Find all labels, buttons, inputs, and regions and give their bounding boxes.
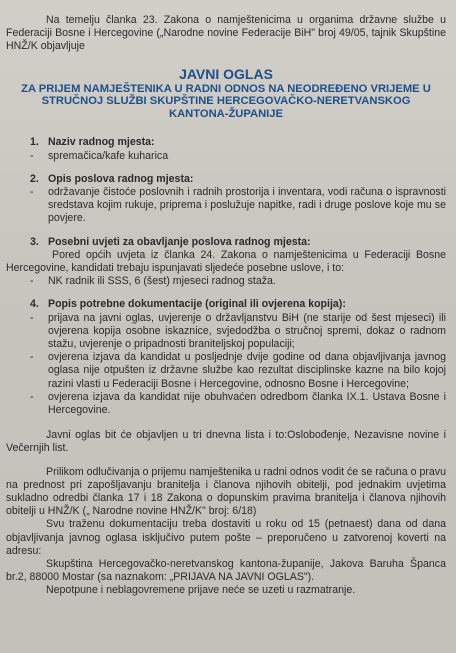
section-heading: Popis potrebne dokumentacije (original ili ovjerena kopija):: [48, 298, 346, 311]
list-item-text: ovjerena izjava da kandidat u posljednje dvije godine od dana objavljivanja javnog oglasa nije otpušten iz državne službe kao rezultat disciplinske kazne na bilo kojoj razini vlasti u Federaciji Bosne i Hercegovine, odnosno Bosne i Hercegovine;: [48, 351, 446, 390]
ad-subtitle: ZA PRIJEM NAMJEŠTENIKA U RADNI ODNOS NA NEODREĐENO VRIJEME U STRUČNOJ SLUŽBI SKUPŠTINE HERCEGOVAČKO-NERETVANSKOG KANTONA-ŽUPANIJE: [21, 82, 431, 120]
list-item-text: NK radnik ili SSS, 6 (šest) mjeseci radnog staža.: [48, 275, 276, 288]
list-item: [6, 275, 446, 288]
section-number: 2.: [30, 172, 39, 185]
dash-bullet: -: [30, 390, 34, 403]
list-item: [6, 351, 446, 391]
submission-paragraph: Svu traženu dokumentaciju treba dostaviti u roku od 15 (petnaest) dana od dana objavljivanja javnog oglasa isključivo putem pošte – preporučeno u zatvorenoj koverti na adresu:: [6, 518, 446, 557]
list-item: [6, 150, 446, 163]
address-paragraph: Skupština Hercegovačko-neretvanskog kantona-županije, Jakova Baruha Španca br.2, 88000 Mostar (sa naznakom: „PRIJAVA NA JAVNI OGLAS").: [6, 558, 446, 584]
section-number: 4.: [30, 298, 39, 311]
list-item: [6, 391, 446, 417]
list-item-text: spremačica/kafe kuharica: [48, 149, 169, 162]
section-required-documents: [6, 298, 446, 417]
dash-bullet: -: [30, 186, 34, 198]
dash-bullet: -: [30, 351, 34, 364]
publication-paragraph: Javni oglas bit će objavljen u tri dnevna lista i to:Oslobođenje, Nezavisne novine i Večernjih list.: [6, 429, 446, 455]
incomplete-applications-note: Nepotpune i neblagovremene prijave neće se uzeti u razmatranje.: [46, 584, 356, 597]
ad-title: JAVNI OGLAS: [179, 65, 273, 82]
list-item-text: održavanje čistoće poslovnih i radnih prostorija i inventara, vodi računa o ispravnosti sredstava kojim rukuje, priprema i poslužuje napitke, radi i druge poslove koje mu se povjere.: [48, 186, 446, 225]
list-item: [6, 312, 446, 352]
section-number: 1.: [30, 136, 39, 149]
dash-bullet: -: [30, 311, 34, 324]
intro-paragraph: Na temelju članka 23. Zakona o namještenicima u organima državne službe u Federaciji Bosne i Hercegovine („Narodne novine Federacije BiH" broj 49/05, tajnik Skupštine HNŽ/K objavljuje: [6, 14, 446, 53]
dash-bullet: -: [30, 149, 34, 162]
section-heading: Naziv radnog mjesta:: [48, 136, 155, 149]
section-job-description: [6, 173, 446, 226]
section-special-conditions: [6, 236, 446, 289]
dash-bullet: -: [30, 275, 34, 288]
section-number: 3.: [30, 235, 39, 248]
list-item-text: prijava na javni oglas, uvjerenje o državljanstvu BiH (ne starije od šest mjeseci) ili ovjerena kopija osobne iskaznice, svjedodžba o stručnoj spremi, dokaz o radnom stažu, uvjerenje o pripadnosti braniteljskoj populaciji;: [48, 311, 446, 351]
section-job-title: [6, 136, 446, 162]
list-item: [6, 186, 446, 226]
section-heading: Posebni uvjeti za obavljanje poslova radnog mjesta:: [48, 235, 311, 248]
section-body-text: Pored općih uvjeta iz članka 24. Zakona o namještenicima u Federaciji Bosne Hercegovine, kandidati trebaju ispunjavati sljedeće posebne uslove, i to:: [6, 248, 446, 275]
list-item-text: ovjerena izjava da kandidat nije obuhvaćen odredbom članka IX.1. Ustava Bosne i Hercegovine.: [48, 390, 446, 417]
section-heading: Opis poslova radnog mjesta:: [48, 172, 194, 185]
priority-paragraph: Prilikom odlučivanja o prijemu namještenika u radni odnos vodit će se računa o pravu na prednost pri zapošljavanju branitelja i članova njihovih obitelji, pod jednakim uvjetima sukladno odredbi članka 17 i 18 Zakona o dopunskim pravima branitelja i članova njihovih obitelji u HNŽ/K („ Narodne novine HNŽ/K" broj: 6/18): [6, 465, 446, 518]
